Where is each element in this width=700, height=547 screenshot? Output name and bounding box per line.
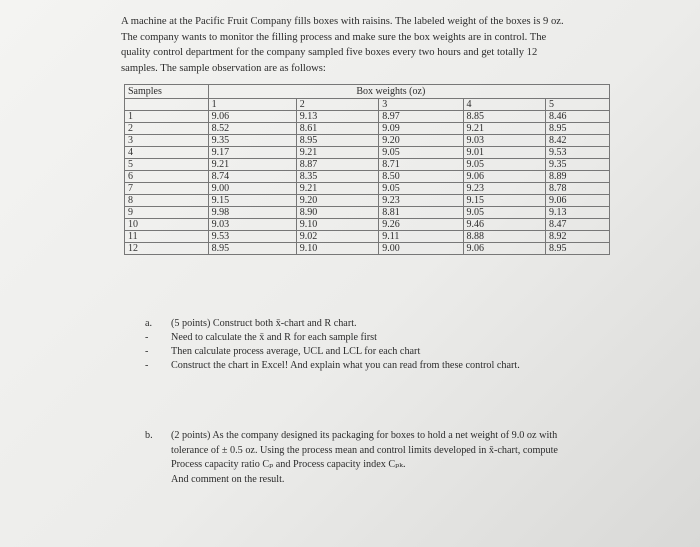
weight-cell: 8.87 — [296, 159, 378, 171]
weight-cell: 9.53 — [546, 147, 610, 159]
bullet-dash: - — [145, 332, 149, 343]
weight-cell: 9.15 — [463, 195, 545, 207]
intro-line: A machine at the Pacific Fruit Company fills boxes with raisins. The labeled weight of the boxes is 9 oz. — [121, 16, 564, 27]
sample-number-cell: 8 — [125, 195, 209, 207]
table-row — [125, 135, 610, 147]
table-row — [125, 147, 610, 159]
question-b-line: And comment on the result. — [171, 473, 285, 485]
table-header-row — [125, 85, 610, 99]
weight-cell: 9.05 — [463, 159, 545, 171]
samples-header: Samples — [125, 85, 209, 99]
weight-cell: 8.88 — [463, 231, 545, 243]
weight-cell: 9.23 — [463, 183, 545, 195]
column-header: 5 — [546, 99, 610, 111]
box-weights-table — [124, 84, 610, 255]
weight-cell: 9.02 — [296, 231, 378, 243]
sample-number-cell: 11 — [125, 231, 209, 243]
table-row — [125, 111, 610, 123]
weight-cell: 8.81 — [379, 207, 463, 219]
question-a-title: (5 points) Construct both x̄-chart and R chart. — [171, 318, 357, 329]
weight-cell: 8.89 — [546, 171, 610, 183]
table-row — [125, 171, 610, 183]
empty-corner-cell — [125, 99, 209, 111]
weight-cell: 8.90 — [296, 207, 378, 219]
weight-cell: 9.09 — [379, 123, 463, 135]
question-a-marker: a. — [145, 318, 153, 329]
sample-number-cell: 4 — [125, 147, 209, 159]
table-row — [125, 231, 610, 243]
weight-cell: 8.42 — [546, 135, 610, 147]
weight-cell: 8.95 — [208, 243, 296, 255]
column-header: 3 — [379, 99, 463, 111]
weight-cell: 9.00 — [379, 243, 463, 255]
sample-number-cell: 10 — [125, 219, 209, 231]
table-row — [125, 219, 610, 231]
sample-number-cell: 7 — [125, 183, 209, 195]
weight-cell: 8.50 — [379, 171, 463, 183]
weight-cell: 9.01 — [463, 147, 545, 159]
weight-cell: 9.17 — [208, 147, 296, 159]
weight-cell: 9.06 — [546, 195, 610, 207]
weight-cell: 9.11 — [379, 231, 463, 243]
question-a-bullet: Construct the chart in Excel! And explain what you can read from these control chart. — [171, 360, 520, 371]
column-header: 1 — [208, 99, 296, 111]
weight-cell: 9.00 — [208, 183, 296, 195]
weight-cell: 9.21 — [296, 147, 378, 159]
weight-cell: 8.78 — [546, 183, 610, 195]
question-b-line: tolerance of ± 0.5 oz. Using the process mean and control limits developed in x̄-chart, compute — [171, 444, 558, 456]
question-a-bullet: Need to calculate the x̄ and R for each sample first — [171, 332, 377, 343]
weight-cell: 9.21 — [296, 183, 378, 195]
column-number-row — [125, 99, 610, 111]
weight-cell: 9.05 — [379, 183, 463, 195]
question-a-bullet: Then calculate process average, UCL and LCL for each chart — [171, 346, 421, 357]
intro-line: samples. The sample observation are as follows: — [121, 62, 326, 74]
weight-cell: 9.03 — [208, 219, 296, 231]
bullet-dash: - — [145, 360, 149, 371]
weight-cell: 9.03 — [463, 135, 545, 147]
weight-cell: 9.21 — [463, 123, 545, 135]
weight-cell: 9.06 — [208, 111, 296, 123]
box-weights-header — [208, 85, 609, 99]
weight-cell: 8.95 — [296, 135, 378, 147]
question-b-line: Process capacity ratio Cₚ and Process capacity index Cₚₖ. — [171, 459, 406, 471]
weight-cell: 9.98 — [208, 207, 296, 219]
weight-cell: 9.06 — [463, 243, 545, 255]
weight-cell: 8.95 — [546, 123, 610, 135]
weight-cell: 8.85 — [463, 111, 545, 123]
table-row — [125, 183, 610, 195]
intro-line: quality control department for the company sampled five boxes every two hours and get totally 12 — [121, 47, 538, 59]
weight-cell: 8.52 — [208, 123, 296, 135]
question-b — [145, 429, 625, 487]
weight-cell: 9.06 — [463, 171, 545, 183]
weight-cell: 9.05 — [463, 207, 545, 219]
weight-cell: 8.71 — [379, 159, 463, 171]
table-row — [125, 243, 610, 255]
table-row — [125, 195, 610, 207]
weight-cell: 9.20 — [296, 195, 378, 207]
bullet-dash: - — [145, 346, 149, 357]
question-a — [145, 317, 520, 373]
weight-cell: 9.46 — [463, 219, 545, 231]
weight-cell: 8.97 — [379, 111, 463, 123]
weight-cell: 9.15 — [208, 195, 296, 207]
weight-cell: 9.21 — [208, 159, 296, 171]
weight-cell: 8.35 — [296, 171, 378, 183]
intro-line: The company wants to monitor the filling process and make sure the box weights are in control. The — [121, 31, 547, 43]
weight-cell: 8.92 — [546, 231, 610, 243]
weight-cell: 8.61 — [296, 123, 378, 135]
weight-cell: 9.10 — [296, 243, 378, 255]
weight-cell: 8.95 — [546, 243, 610, 255]
box-weights-header-text: Box weights (oz) — [356, 86, 426, 97]
weight-cell: 9.13 — [296, 111, 378, 123]
table-row — [125, 159, 610, 171]
weight-cell: 9.10 — [296, 219, 378, 231]
sample-number-cell: 9 — [125, 207, 209, 219]
sample-number-cell: 1 — [125, 111, 209, 123]
sample-number-cell: 2 — [125, 123, 209, 135]
weight-cell: 8.47 — [546, 219, 610, 231]
weight-cell: 9.13 — [546, 207, 610, 219]
weight-cell: 9.53 — [208, 231, 296, 243]
weight-cell: 9.26 — [379, 219, 463, 231]
question-b-line: (2 points) As the company designed its packaging for boxes to hold a net weight of 9.0 oz with — [171, 430, 558, 441]
sample-number-cell: 5 — [125, 159, 209, 171]
weight-cell: 8.46 — [546, 111, 610, 123]
problem-intro — [121, 14, 651, 76]
weight-cell: 9.05 — [379, 147, 463, 159]
sample-number-cell: 3 — [125, 135, 209, 147]
sample-number-cell: 12 — [125, 243, 209, 255]
column-header: 4 — [463, 99, 545, 111]
table-body — [125, 111, 610, 255]
column-header: 2 — [296, 99, 378, 111]
sample-number-cell: 6 — [125, 171, 209, 183]
weight-cell: 9.35 — [546, 159, 610, 171]
question-b-marker: b. — [145, 430, 153, 441]
weight-cell: 8.74 — [208, 171, 296, 183]
weight-cell: 9.35 — [208, 135, 296, 147]
table-row — [125, 123, 610, 135]
table-row — [125, 207, 610, 219]
weight-cell: 9.23 — [379, 195, 463, 207]
weight-cell: 9.20 — [379, 135, 463, 147]
